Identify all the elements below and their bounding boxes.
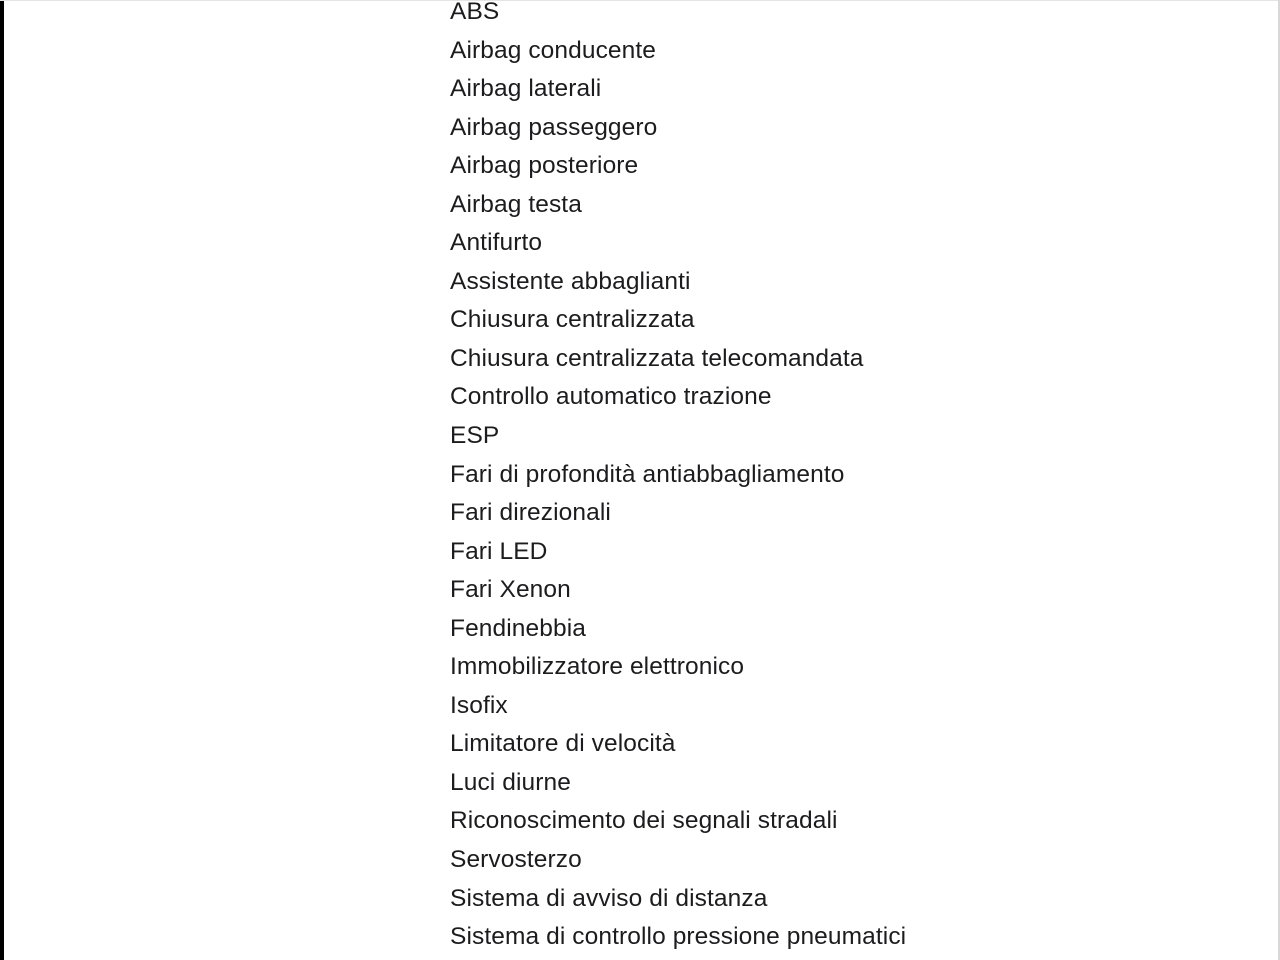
list-item: Airbag conducente bbox=[450, 36, 657, 64]
list-item: Luci diurne bbox=[450, 768, 571, 796]
list-item: Riconoscimento dei segnali stradali bbox=[450, 807, 838, 835]
list-item: Assistente abbaglianti bbox=[450, 267, 691, 295]
list-item: Fari Xenon bbox=[450, 576, 571, 604]
list-item: Airbag passeggero bbox=[450, 113, 658, 141]
list-item: Fari LED bbox=[450, 537, 548, 565]
list-item: ABS bbox=[450, 0, 500, 25]
left-border bbox=[0, 0, 4, 960]
feature-list bbox=[450, 0, 906, 957]
list-item: Fendinebbia bbox=[450, 614, 586, 642]
list-item: ESP bbox=[450, 422, 500, 450]
list-item: Limitatore di velocità bbox=[450, 730, 676, 758]
list-item: Isofix bbox=[450, 691, 508, 719]
list-item: Airbag posteriore bbox=[450, 152, 639, 180]
list-item: Airbag testa bbox=[450, 190, 582, 218]
list-item: Servosterzo bbox=[450, 846, 582, 874]
list-item: Antifurto bbox=[450, 229, 543, 257]
list-item: Airbag laterali bbox=[450, 75, 602, 103]
list-item: Sistema di avviso di distanza bbox=[450, 884, 768, 912]
list-item: Chiusura centralizzata bbox=[450, 306, 695, 334]
list-item: Immobilizzatore elettronico bbox=[450, 653, 745, 681]
list-item: Fari di profondità antiabbagliamento bbox=[450, 460, 845, 488]
list-item: Sistema di controllo pressione pneumatici bbox=[450, 923, 907, 951]
list-item: Chiusura centralizzata telecomandata bbox=[450, 344, 864, 372]
list-item: Fari direzionali bbox=[450, 499, 611, 527]
list-item: Controllo automatico trazione bbox=[450, 383, 772, 411]
